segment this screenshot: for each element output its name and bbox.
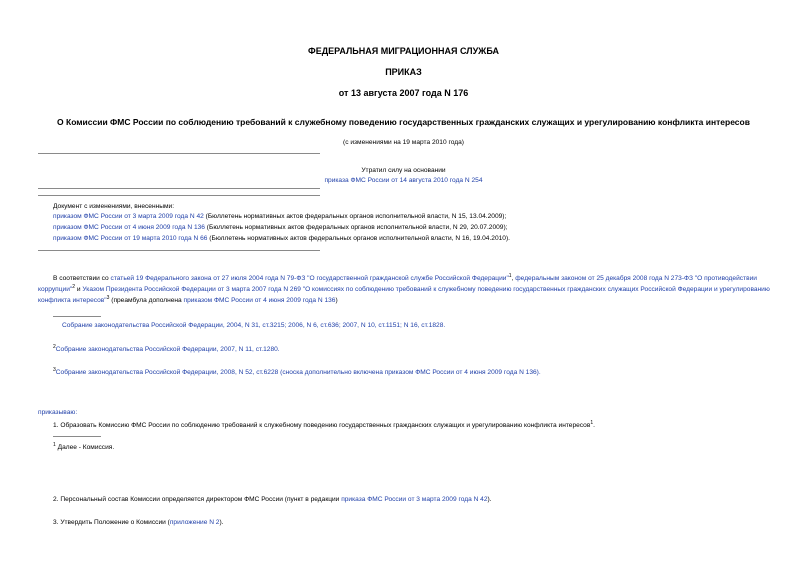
change-item [53,223,508,232]
divider [38,250,320,251]
order-item-3 [53,518,224,527]
divider [38,195,320,196]
divider [38,153,320,154]
preamble-text: , [511,275,516,283]
footnote-mark: 1 [53,442,56,448]
change-item [53,234,510,243]
order-keyword[interactable]: приказываю: [38,409,78,416]
order-item-1-end: . [593,422,595,430]
preamble-text: В соответствии со [53,275,111,283]
footnote-2 [53,343,280,354]
order-item-1-text: 1. Образовать Комиссию ФМС России по соблюдению требований к служебному поведению государственных гражданских служащих и урегулированию конфликта интересов [53,422,591,430]
change-item [53,212,506,221]
order-item-2-text: 2. Персональный состав Комиссии определяется директором ФМС России (пункт в редакции [53,496,342,503]
order-item-3-end: ). [219,519,224,526]
change-text: (Бюллетень нормативных актов федеральных органов исполнительной власти, N 29, 20.07.2009); [204,224,508,231]
footnote-divider [53,436,101,437]
footnote-ref: 1 [590,420,594,426]
preamble-text: ) [335,297,338,305]
document-title: О Комиссии ФМС России по соблюдению требований к служебному поведению государственных гражданских служащих и урегулированию конфликта интересов [57,117,750,127]
footnote-mark: 3 [53,367,56,373]
order-footnote [53,441,114,452]
order-item-3-link[interactable]: приложение N 2 [169,519,220,526]
preamble-link-decree-269[interactable]: Указом Президента Российской Федерации от 3 марта 2007 года N 269 "О комиссиях по соблюдению требований к служебному поведению государственных гражданских служащих Российской Федерации и урегулированию конфликта интересов" [38,286,770,305]
footnote-1[interactable]: Собрание законодательства Российской Федерации, 2004, N 31, ст.3215; 2006, N 6, ст.636; 2007, N 10, ст.1151; N 16, ст.1828. [62,322,446,329]
preamble-text: (преамбула дополнена [109,297,184,305]
order-item-2-end: ). [487,496,492,503]
preamble-link-law-273[interactable]: федеральным законом от 25 декабря 2008 года N 273-ФЗ "О противодействии коррупции" [38,275,757,294]
preamble-link-law-79[interactable]: статьей 19 Федерального закона от 27 июля 2004 года N 79-ФЗ "О государственной гражданской службе Российской Федерации" [110,275,509,283]
change-link[interactable]: приказом ФМС России от 3 марта 2009 года N 42 [53,213,204,220]
order-item-2-link[interactable]: приказа ФМС России от 3 марта 2009 года N 42 [341,496,488,503]
footnote-3-link[interactable]: Собрание законодательства Российской Федерации, 2008, N 52, ст.6228 (сноска дополнительно включена приказом ФМС России от 4 июня 2009 года N 136). [55,369,541,377]
change-text: (Бюллетень нормативных актов федеральных органов исполнительной власти, N 15, 13.04.2009); [203,213,507,220]
doc-type-heading: ПРИКАЗ [385,67,422,77]
preamble-paragraph [38,272,770,306]
footnote-ref: 1 [508,273,512,279]
preamble-link-order-136[interactable]: приказом ФМС России от 4 июня 2009 года N 136 [183,297,336,305]
order-footnote-text: Далее - Комиссия. [55,444,115,452]
amended-note: (с изменениями на 19 марта 2010 года) [343,139,464,146]
date-number-heading: от 13 августа 2007 года N 176 [338,88,469,98]
change-link[interactable]: приказом ФМС России от 19 марта 2010 года N 66 [53,235,208,242]
footnote-2-link[interactable]: Собрание законодательства Российской Федерации, 2007, N 11, ст.1280. [55,346,280,354]
footnote-divider [53,316,101,317]
preamble-text: и [75,286,83,294]
order-item-1 [53,419,595,430]
change-link[interactable]: приказом ФМС России от 4 июня 2009 года N 136 [53,224,205,231]
divider [38,188,320,189]
footnote-ref: 2 [72,284,76,291]
agency-heading: ФЕДЕРАЛЬНАЯ МИГРАЦИОННАЯ СЛУЖБА [308,46,499,56]
order-item-2 [53,495,492,504]
changes-label: Документ с изменениями, внесенными: [53,203,175,210]
status-link[interactable]: приказа ФМС России от 14 августа 2010 года N 254 [324,177,483,184]
status-line: Утратил силу на основании [361,167,446,174]
footnote-mark: 2 [53,344,56,350]
change-text: (Бюллетень нормативных актов федеральных органов исполнительной власти, N 16, 19.04.2010). [207,235,510,242]
order-item-3-text: 3. Утвердить Положение о Комиссии ( [53,519,170,526]
footnote-3 [53,366,541,377]
footnote-ref: 3 [106,295,110,302]
